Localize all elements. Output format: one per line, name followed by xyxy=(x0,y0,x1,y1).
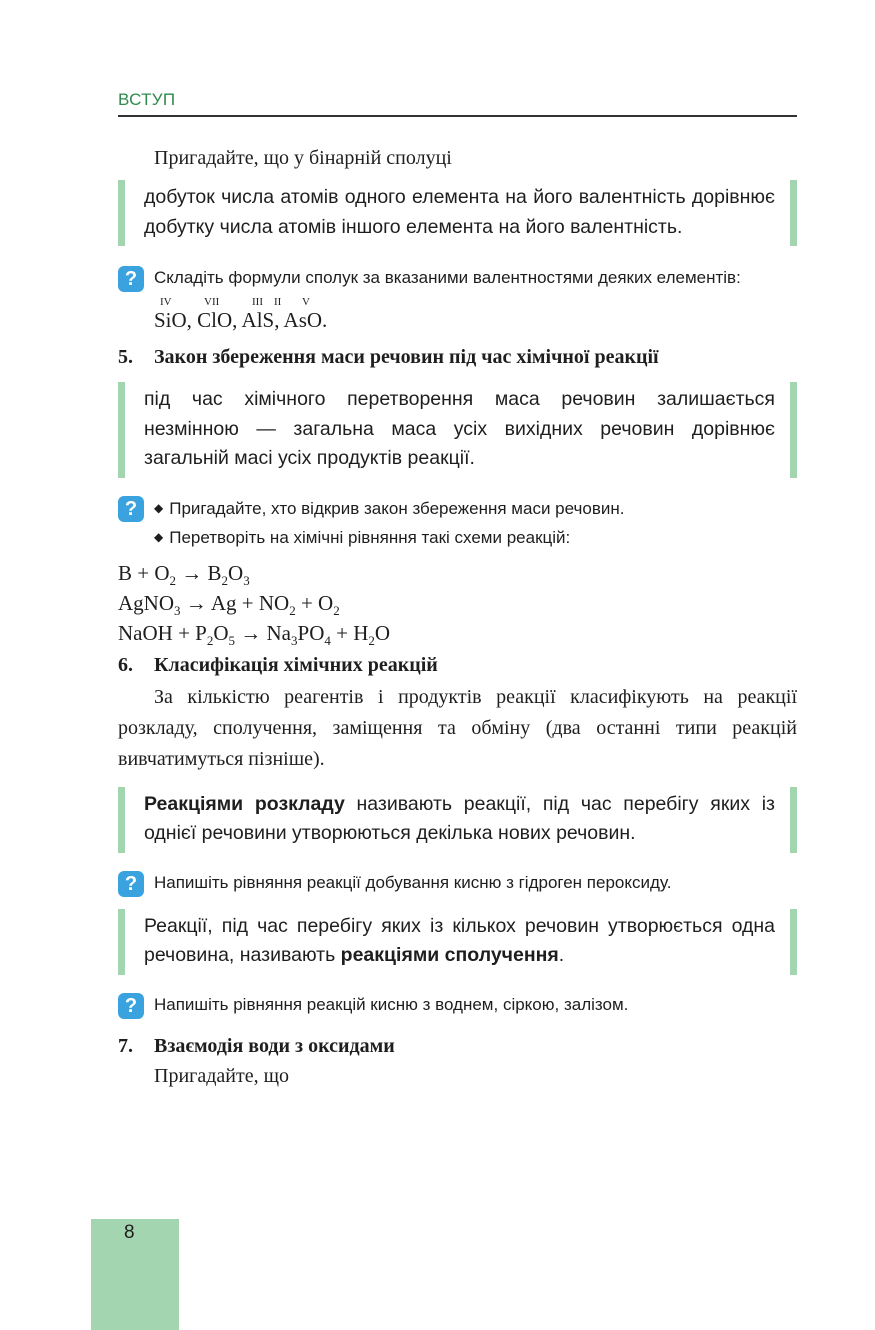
callout-text: під час хімічного перетворення маса речовин залишається незмінною — загальна маса усіх вихідних речовин дорівнює загальній масі усіх продуктів реакції. xyxy=(144,388,775,469)
callout-text: добуток числа атомів одного елемента на його валентність дорівнює добутку числа атомів іншого елемента на його валентність. xyxy=(144,186,775,238)
formula-list: SiO, ClO, AlS, AsO. xyxy=(154,308,328,332)
section-number: 6. xyxy=(118,653,133,676)
valence-formulas xyxy=(154,296,797,340)
callout-text: Реакції, під час перебігу яких із кількох речовин утворюється одна речовина, називають xyxy=(144,914,775,966)
section-number: 7. xyxy=(118,1034,133,1057)
reaction-scheme: $B + O_2 \to B_2O_3$ xyxy=(118,560,250,588)
section-7-line: Пригадайте, що xyxy=(154,1064,289,1087)
question-icon: ? xyxy=(118,266,144,292)
task-valence xyxy=(118,264,797,340)
diamond-bullet-icon: ◆ xyxy=(154,529,164,544)
section-title: Закон збереження маси речовин під час хімічної реакції xyxy=(154,346,659,368)
question-icon: ? xyxy=(118,871,144,897)
reaction-scheme: NaOH + $P_2O_5 \to Na_3PO_4 + H_2O$ xyxy=(118,620,391,648)
task-combination xyxy=(118,991,797,1019)
callout-mass-conservation xyxy=(118,382,797,478)
header-divider xyxy=(118,115,797,117)
term-decomposition: Реакціями розкладу xyxy=(144,792,345,815)
callout-combination: Реакції, під час перебігу яких із кількох речовин утворюється одна речовина, називають реакціями сполучення. xyxy=(118,909,797,975)
valence-mark: II xyxy=(274,296,282,308)
section-7-heading xyxy=(118,1031,797,1061)
term-combination: реакціями сполучення xyxy=(340,944,559,966)
task-text: Напишіть рівняння реакцій кисню з воднем, сіркою, залізом. xyxy=(154,994,629,1014)
section-title: Класифікація хімічних реакцій xyxy=(154,653,438,676)
diamond-bullet-icon: ◆ xyxy=(154,500,164,515)
callout-text: називають реакції, під час перебігу яких із однієї речовини утворюються декілька нових речовин. xyxy=(144,792,775,844)
question-icon: ? xyxy=(118,496,144,522)
section-number: 5. xyxy=(118,346,133,368)
valence-mark: IV xyxy=(160,296,172,308)
classification-paragraph: За кількістю реагентів і продуктів реакції класифікують на реакції розкладу, сполучення, заміщення та обміну (два останні типи реакцій вивчатимуться пізніше). xyxy=(118,685,797,770)
question-icon: ? xyxy=(118,993,144,1019)
task-bullet: ◆ Пригадайте, хто відкрив закон збереження маси речовин. xyxy=(154,498,625,518)
valence-mark: V xyxy=(302,296,310,308)
page-number-tab xyxy=(91,1219,179,1330)
task-decomposition xyxy=(118,869,797,897)
task-bullet: ◆ Перетворіть на хімічні рівняння такі схеми реакцій: xyxy=(154,527,571,547)
section-title: Взаємодія води з оксидами xyxy=(154,1034,395,1057)
valence-mark: VII xyxy=(204,296,220,308)
callout-binary-rule xyxy=(118,180,797,246)
section-header: ВСТУП xyxy=(118,90,176,109)
task-text: Складіть формули сполук за вказаними валентностями деяких елементів: xyxy=(154,268,741,287)
page-number: 8 xyxy=(124,1222,135,1243)
section-5-heading xyxy=(118,342,797,372)
task-mass xyxy=(118,494,797,552)
intro-line: Пригадайте, що у бінарній сполуці xyxy=(154,147,452,169)
reaction-scheme: AgNO$_3$ → $Ag + NO_2 + O_2$ xyxy=(118,590,340,618)
reaction-schemes xyxy=(118,558,797,648)
callout-decomposition xyxy=(118,787,797,853)
valence-mark: III xyxy=(252,296,263,308)
task-text: Напишіть рівняння реакції добування кисню з гідроген пероксиду. xyxy=(154,872,672,892)
page-content xyxy=(118,143,797,1092)
section-6-heading xyxy=(118,650,797,680)
